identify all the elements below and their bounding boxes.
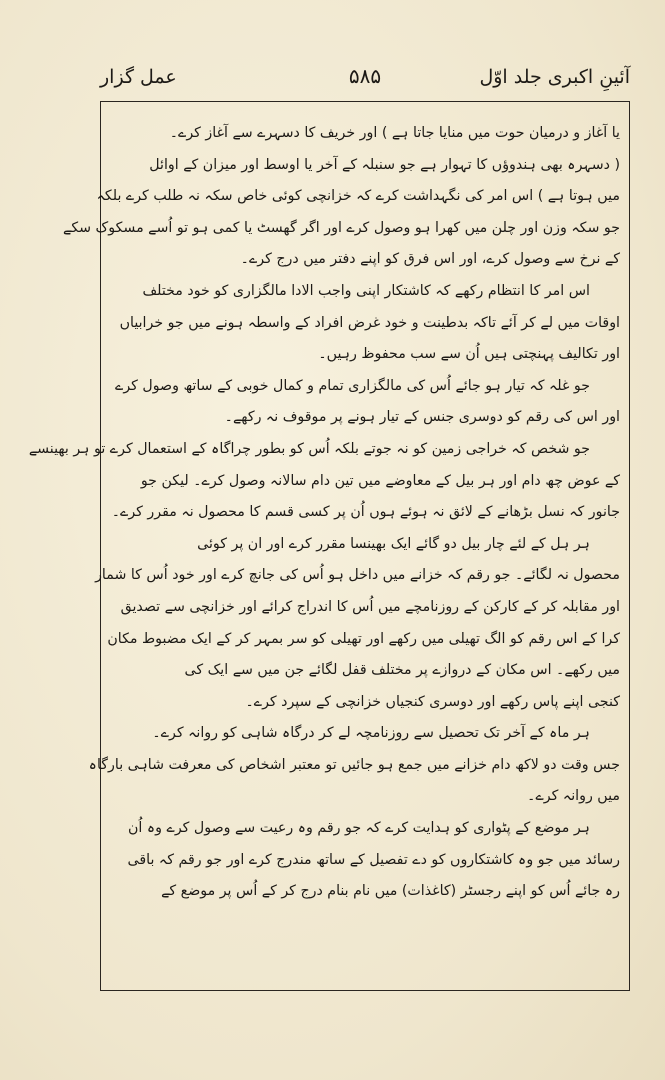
text-line: اور تکالیف پہنچتی ہیں اُن سے سب محفوظ رہیں۔ <box>318 346 620 363</box>
text-line: اوقات میں لے کر آئے تاکہ بدطینت و خود غرض افراد کے واسطہ ہونے میں جو خرابیاں <box>119 314 620 331</box>
text-line: کے نرخ سے وصول کرے، اور اس فرق کو اپنے دفتر میں درج کرے۔ <box>240 251 620 268</box>
text-line: اور اس کی رقم کو دوسری جنس کے تیار ہونے پر موقوف نہ رکھے۔ <box>224 409 620 426</box>
text-line: جو شخص کہ خراجی زمین کو نہ جوتے بلکہ اُس کو بطور چراگاہ کے استعمال کرے تو ہر بھینسے <box>28 440 590 457</box>
text-line: جانور کہ نسل بڑھانے کے لائق نہ ہوئے ہوں اُن پر کسی قسم کا محصول نہ مقرر کرے۔ <box>111 504 620 521</box>
text-line: کرا کے اس رقم کو الگ تھیلی میں رکھے اور تھیلی کو سر بمہر کر کے ایک مضبوط مکان <box>107 630 620 647</box>
text-line: جو سکہ وزن اور چلن میں کھرا ہو وصول کرے اور اگر گھسٹ یا کمی ہو تو اُسے مسکوک سکے <box>63 219 620 236</box>
text-line: محصول نہ لگائے۔ جو رقم کہ خزانے میں داخل ہو اُس کی جانچ کرے اور خود اُس کا شمار <box>95 567 620 584</box>
text-line: کے عوض چھ دام اور ہر بیل کے معاوضے میں تین دام سالانہ وصول کرے۔ لیکن جو <box>140 472 620 489</box>
text-line: جو غلہ کہ تیار ہو جائے اُس کی مالگزاری تمام و کمال خوبی کے ساتھ وصول کرے <box>115 377 590 394</box>
text-line: رہ جائے اُس کو اپنے رجسٹر (کاغذات) میں نام بنام درج کر کے اُس پر موضع کے <box>161 883 620 900</box>
text-line: کنجی اپنے پاس رکھے اور دوسری کنجیاں خزانچی کے سپرد کرے۔ <box>245 693 620 710</box>
text-line: ہر ماہ کے آخر تک تحصیل سے روزنامچہ لے کر درگاہ شاہی کو روانہ کرے۔ <box>152 725 590 742</box>
text-line: اور مقابلہ کر کے کارکن کے روزنامچے میں اُس کا اندراج کرائے اور خزانچی سے تصدیق <box>120 598 620 615</box>
text-line: رسائد میں جو وہ کاشتکاروں کو دے تفصیل کے ساتھ مندرج کرے اور جو رقم کہ باقی <box>127 851 620 868</box>
text-line: اس امر کا انتظام رکھے کہ کاشتکار اپنی واجب الادا مالگزاری کو خود مختلف <box>142 282 590 299</box>
text-line: میں ہوتا ہے ) اس امر کی نگہداشت کرے کہ خزانچی کوئی خاص سکہ نہ طلب کرے بلکہ <box>96 188 620 205</box>
text-line: ہر ہل کے لئے چار بیل دو گائے ایک بھینسا مقرر کرے اور ان پر کوئی <box>197 535 590 552</box>
text-line: میں رکھے۔ اس مکان کے دروازے پر مختلف قفل لگائے جن میں سے ایک کی <box>184 662 620 679</box>
body-text <box>28 118 620 978</box>
text-line: میں روانہ کرے۔ <box>527 788 620 805</box>
text-line: ہر موضع کے پٹواری کو ہدایت کرے کہ جو رقم وہ رعیت سے وصول کرے وہ اُن <box>127 820 590 837</box>
text-line: جس وقت دو لاکھ دام خزانے میں جمع ہو جائیں تو معتبر اشخاص کی معرفت شاہی بارگاہ <box>88 756 620 773</box>
page-number: ۵۸۵ <box>348 64 382 88</box>
text-line: یا آغاز و درمیان حوت میں منایا جاتا ہے ) اور خریف کا دسہرے سے آغاز کرے۔ <box>169 125 620 141</box>
page-header <box>100 58 630 98</box>
text-line: ( دسہرہ بھی ہندوؤں کا تہوار ہے جو سنبلہ کے آخر یا اوسط اور میزان کے اوائل <box>149 156 620 173</box>
book-title: آئینِ اکبری جلد اوّل <box>479 66 630 88</box>
section-title: عمل گزار <box>100 66 177 88</box>
